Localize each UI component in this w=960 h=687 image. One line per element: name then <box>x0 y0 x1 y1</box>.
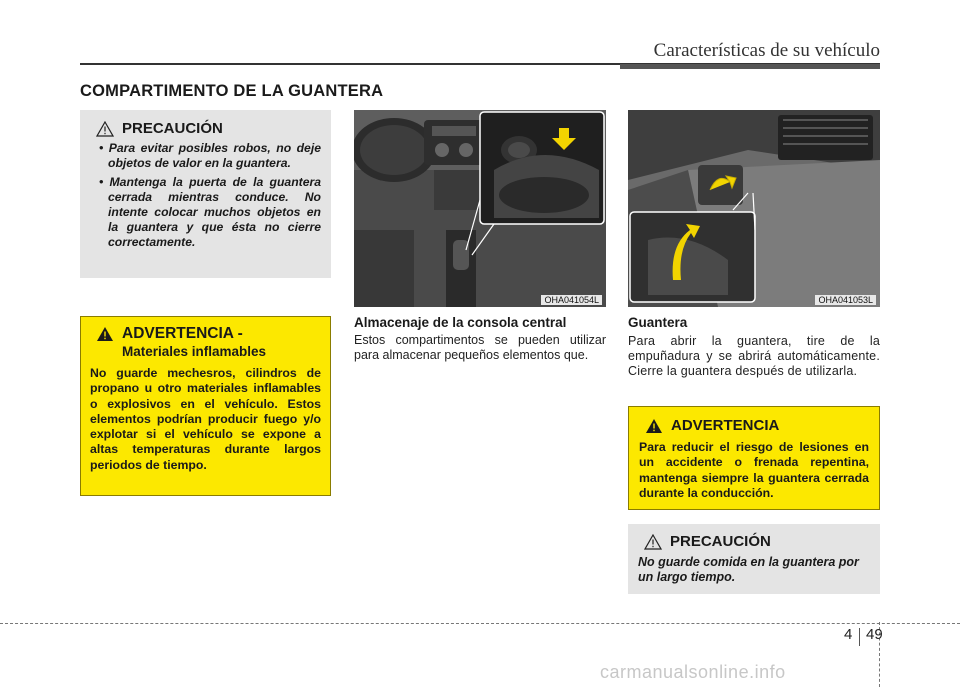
caution-header <box>644 533 870 550</box>
caution-item: • Para evitar posibles robos, no deje objetos de valor en la guantera. <box>99 141 321 170</box>
warning-box-flammables <box>80 316 331 496</box>
caution-box-food <box>628 524 880 594</box>
photo-label: OHA041053L <box>815 295 876 305</box>
warning-title: ADVERTENCIA - <box>122 325 243 342</box>
console-text: Estos compartimentos se pueden utilizar para almacenar pequeños elementos que. <box>354 333 606 362</box>
warning-header <box>645 417 869 434</box>
caution-header <box>96 120 321 137</box>
caution-box-theft <box>80 110 331 278</box>
warning-text: No guarde mechesros, cilindros de propano u otro materiales inflamables o explosivos en el vehículo. Estos elementos podrían producir fuego y/o explotar si el vehículo se expone a altas temperaturas durante largos periodos de tiempo. <box>90 366 321 472</box>
console-heading: Almacenaje de la consola central <box>354 315 567 330</box>
warning-triangle-icon <box>96 326 114 342</box>
glove-text: Para abrir la guantera, tire de la empuñadura y se abrirá automáticamente. Cierre la guantera después de utilizarla. <box>628 334 880 378</box>
caution-triangle-icon <box>644 534 662 550</box>
glove-heading: Guantera <box>628 315 688 330</box>
warning-title: ADVERTENCIA <box>671 417 780 434</box>
caution-triangle-icon <box>96 121 114 137</box>
footer-dashed-rule <box>0 623 960 624</box>
warning-text: Para reducir el riesgo de lesiones en un accidente o frenada repentina, mantenga siempre la guantera cerrada durante la conducción. <box>639 440 869 500</box>
caution-title: PRECAUCIÓN <box>670 533 771 550</box>
page-number: 49 <box>866 626 883 643</box>
console-storage-illustration <box>354 110 606 307</box>
chapter-number: 4 <box>844 626 853 643</box>
photo-label: OHA041054L <box>541 295 602 305</box>
console-storage-photo <box>354 110 606 307</box>
page-separator <box>859 628 860 646</box>
warning-subtitle: Materiales inflamables <box>122 344 267 359</box>
running-header: Características de su vehículo <box>653 40 880 61</box>
glove-box-photo <box>628 110 880 307</box>
warning-triangle-icon <box>645 418 663 434</box>
section-title: COMPARTIMENTO DE LA GUANTERA <box>80 82 384 100</box>
caution-text: No guarde comida en la guantera por un largo tiempo. <box>638 555 859 584</box>
watermark: carmanualsonline.info <box>600 662 786 682</box>
caution-title: PRECAUCIÓN <box>122 120 223 137</box>
caution-list <box>90 141 321 250</box>
warning-box-glovebox <box>628 406 880 510</box>
warning-header <box>96 325 321 360</box>
glove-box-illustration <box>628 110 880 307</box>
caution-item: • Mantenga la puerta de la guantera cerrada mientras conduce. No intente colocar muchos objetos en la guantera y que ésta no cierre correctamente. <box>99 175 321 249</box>
header-bar <box>620 64 880 69</box>
